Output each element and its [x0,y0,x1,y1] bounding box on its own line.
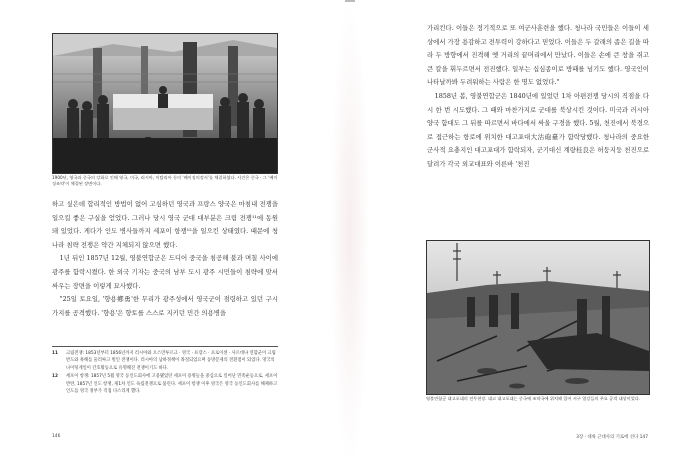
left-paragraph: "25일 토요일, '향용鄕勇'한 무리가 광주성에서 영국군이 점령하고 있던 구시가지를 공격했다. '향용'은 향토를 스스로 지키던 민간 의용병을 [52,295,278,317]
footnote-text: 세포이 항쟁: 1857년 5월 영국 동인도회사에 고용됐었던 세포이 용병들을 중심으로 일어난 민족운동으로, 세포이 반란, 1857년 인도 항쟁, 제1차 인도 독립전쟁으로 불린다. 세포이 항쟁 이후 영국은 영국 동인도회사를 해체하고 인도를 영국 정부가 직접 다스리게 했다. [66,374,278,395]
fort-battlefield-photo [426,240,650,395]
footnote-text: 크림전쟁: 1853년부터 1856년까지 러시아와 오스만투르크 · 영국 · 프랑스 · 프로이센 · 사르데냐 연합군이 크림반도와 흑해를 둘러싸고 벌인 전쟁이다. 러시아의 남하정책이 좌절되었으며 동방문제의 전환점이 되었다. 영국의 나이팅게일이 간호활동으로 유명해진 전쟁이기도 하다. [66,351,276,371]
left-paragraph: 하고 싶은데 합리적인 방법이 없어 고심하던 영국과 프랑스 양국은 마침내 전쟁을 일으킬 좋은 구실을 얻었다. 그러나 당시 영국 군대 대부분은 크림 전쟁¹¹에 동원돼 있었다. 게다가 인도 병사들까지 세포이 항쟁¹²을 일으킨 상태였다. 때문에 청나라 침략 전쟁은 약간 지체되지 않으면 했다. [52,200,278,249]
left-page-number: 146 [52,434,61,439]
treaty-signing-photo [52,33,278,174]
footnotes [52,350,278,396]
footnote-rule [52,346,278,347]
right-page [350,0,700,467]
left-body-text [52,198,278,320]
right-photo-caption: 영불연합군 대고포대의 전투현장. 대고 대고포대는 중국에 조약국에 위치해 있어 서구 열강들의 주요 공격 대상이었다. [426,396,641,401]
footnote-item [52,350,278,372]
footnote-number: 11 [52,351,58,356]
right-paragraph: 가리킨다. 이들은 정기적으로 또 여군사훈련을 했다. 청나라 국민들은 이들이 세상에서 가장 용감하고 전투력이 강하다고 믿었다. 이들은 두 갈래의 좁은 길을 따라 두 방향에서 진격해 옛 거리의 끝머리에서 만났다. 이들은 손에 큰 창을 쥐고 큰 칼을 휘두르면서 전진했다. 일부는 십심종이로 방패를 넘기도 했다. 영국인이 나타날까봐 두려워하는 사람은 한 명도 없었다." [427,24,649,87]
treaty-engraving-image [53,34,277,173]
right-body-text [427,22,649,172]
right-page-number: 3장 · 대륙 근대사의 기로에 선다 147 [576,435,648,440]
left-paragraph: 1년 뒤인 1857년 12월, 영불연합군은 드디어 중국을 침공해 불과 며칠 사이에 광주를 함락시켰다. 한 외국 기자는 중국의 남부 도시 광주 시민들이 침략에 맞서 싸우는 장면을 이렇게 묘사했다. [52,254,278,290]
left-photo-caption: 1900년, 영국과 중국의 강화로 인해 영국, 미국, 러시아, 이탈리아 등의 '베이징의정서'를 체결하였다. 사건은 중국 · 그 '베이징조약'이 체결된 장면이다. [52,175,278,186]
footnote-number: 12 [52,374,58,380]
footnote-item [52,373,278,395]
right-paragraph: 1858년 봄, 영불연합군은 1840년에 있었던 1차 아편전쟁 당시의 직점을 다시 한 번 시도했다. 그 때와 마찬가지로 군대를 북상시킨 것이다. 미국과 러시아 양국 함대도 그 뒤를 따르면서 바다에서 싸울 구경을 했다. 5월, 천진에서 북경으로 접근하는 항로에 위치한 대고포대大沽砲臺가 함락당했다. 청나라의 중요한 군사적 요충지인 대고포대가 함락되자, 군기대신 계량桂良은 허둥지둥 천진으로 달려가 각국 외교대표와 이른바 '천진 [427,91,649,168]
fort-ruins-image [427,241,649,394]
